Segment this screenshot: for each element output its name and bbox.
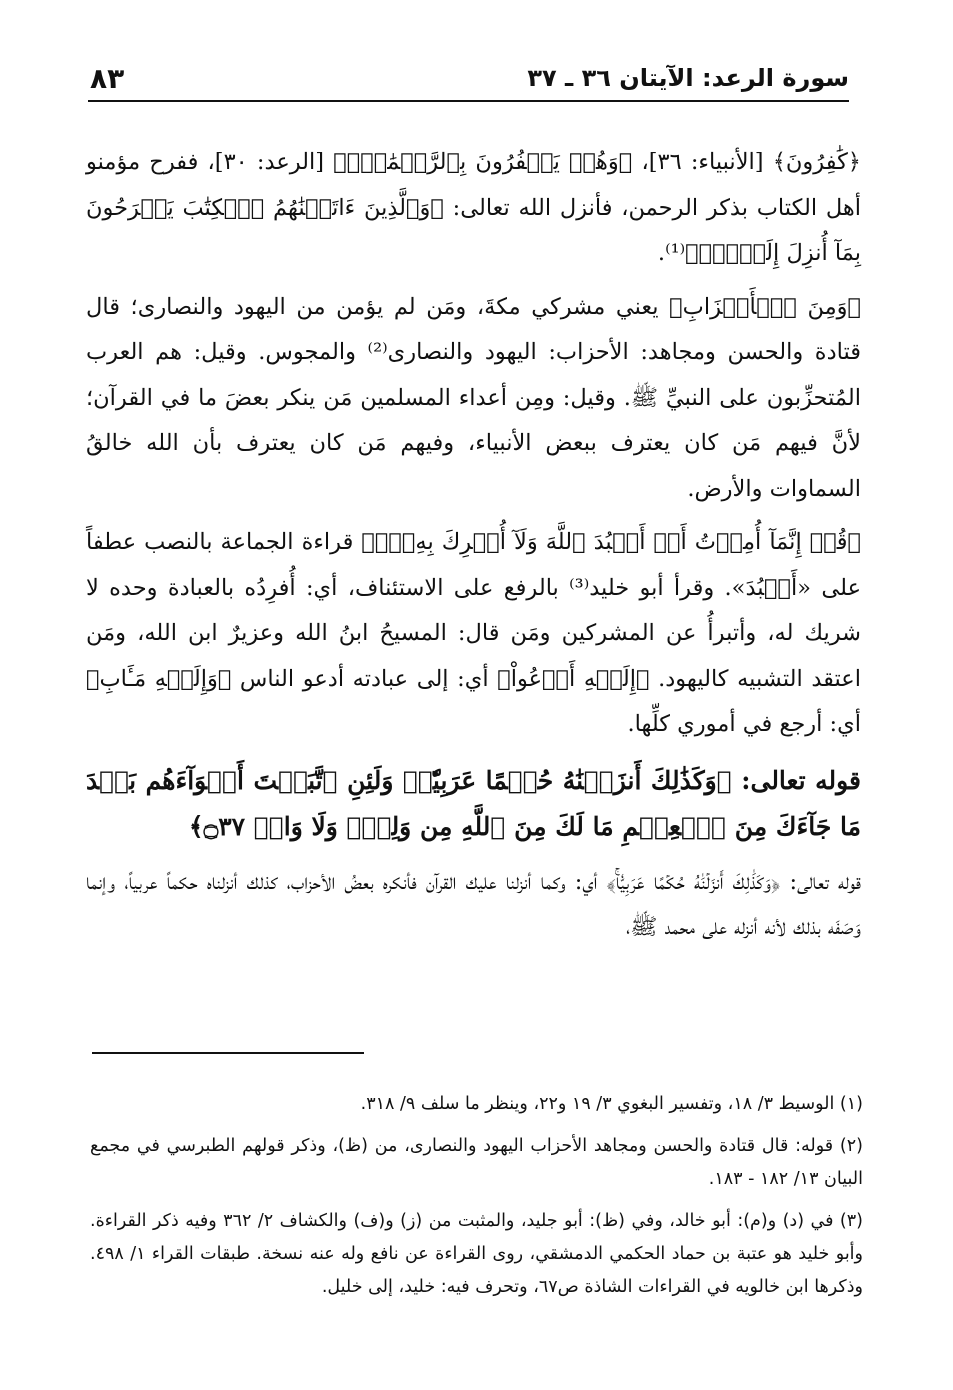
page-number: ٨٣ <box>90 62 125 95</box>
paragraph-3: ﴿قُلۡ إِنَّمَآ أُمِرۡتُ أَنۡ أَعۡبُدَ ٱللَّهَ وَلَآ أُشۡرِكَ بِهِۦٓۚ﴾ قراءة الجماعة بالنصب عطفاً على «أَعۡبُدَ». وقرأ أبو خليد⁽³⁾ بالرفع على الاستئناف، أي: أُفرِدُه بالعبادة وحده لا شريك له، وأتبرأُ عن المشركين ومَن قال: المسيحُ ابنُ الله وعزيرٌ ابن الله، ومَن اعتقد التشبيه كاليهود. ﴿إِلَيۡهِ أَدۡعُواْ﴾ أي: إلى عبادته أدعو الناس ﴿وَإِلَيۡهِ مَـَٔابِ﴾ أي: أرجع في أموري كلِّها. <box>86 529 861 737</box>
running-title: سورة الرعد: الآيتان ٣٦ ـ ٣٧ <box>527 64 849 92</box>
page-header <box>88 60 849 102</box>
footnote-separator <box>92 1052 364 1054</box>
footnotes <box>90 1088 863 1313</box>
paragraph-4: قوله تعالى: ﴿وَكَذَٰلِكَ أَنزَلۡنَٰهُ حُكۡمًا عَرَبِيّٗاۚ﴾ أي: وكما أنزلنا عليك القرآن فأنكره بعضُ الأحزاب، كذلك أنزلناه حكماً عربياً، وإنما وَصَفَه بذلك لأنه أنزله على محمد ﷺ، <box>86 868 861 940</box>
footnote-2: (٢) قوله: قال قتادة والحسن ومجاهد الأحزاب اليهود والنصارى، من (ظ)، وذكر قولهم الطبرسي في مجمع البيان ١٣/ ١٨٢ - ١٨٣. <box>90 1136 863 1189</box>
paragraph-1: ﴿كَٰفِرُونَ﴾ [الأنبياء: ٣٦]، ﴿وَهُمۡ يَكۡفُرُونَ بِٱلرَّحۡمَٰنِۚ﴾ [الرعد: ٣٠]، ففرح مؤمنو أهل الكتاب بذكر الرحمن، فأنزل الله تعالى: ﴿وَٱلَّذِينَ ءَاتَيۡنَٰهُمُ ٱلۡكِتَٰبَ يَفۡرَحُونَ بِمَآ أُنزِلَ إِلَيۡكَۖ﴾⁽¹⁾. <box>86 149 861 266</box>
main-text <box>86 140 861 951</box>
footnote-3: (٣) في (د) و(م): أبو خالد، وفي (ظ): أبو جليد، والمثبت من (ز) و(ف) والكشاف ٢/ ٣٦٢ وفيه ذكر القراءة. وأبو خليد هو عتبة بن حماد الحكمي الدمشقي، روى القراءة عن نافع وله عنه نسخة. طبقات القراء ١/ ٤٩٨. وذكرها ابن خالويه في القراءات الشاذة ص٦٧، وتحرف فيه: خليد، إلى خليل. <box>90 1211 863 1297</box>
footnote-1: (١) الوسيط ٣/ ١٨، وتفسير البغوي ٣/ ١٩ و٢٢، وينظر ما سلف ٩/ ٣١٨. <box>360 1094 863 1114</box>
verse-heading: قوله تعالى: ﴿وَكَذَٰلِكَ أَنزَلۡنَٰهُ حُكۡمًا عَرَبِيّٗاۚ وَلَئِنِ ٱتَّبَعۡتَ أَهۡوَآءَهُم بَعۡدَ مَا جَآءَكَ مِنَ ٱلۡعِلۡمِ مَا لَكَ مِنَ ٱللَّهِ مِن وَلِيّٖ وَلَا وَاقٖ ۝٣٧﴾ <box>86 765 861 841</box>
paragraph-2: ﴿وَمِنَ ٱلۡأَحۡزَابِ﴾ يعني مشركي مكةَ، ومَن لم يؤمن من اليهود والنصارى؛ قال قتادة والحسن ومجاهد: الأحزاب: اليهود والنصارى⁽²⁾ والمجوس. وقيل: هم العرب المُتحزِّبون على النبيِّ ﷺ. وقيل: ومِن أعداء المسلمين مَن ينكر بعضَ ما في القرآن؛ لأنَّ فيهم مَن كان يعترف ببعض الأنبياء، وفيهم مَن كان يعترف بأن الله خالقُ السماوات والأرض. <box>86 293 861 502</box>
